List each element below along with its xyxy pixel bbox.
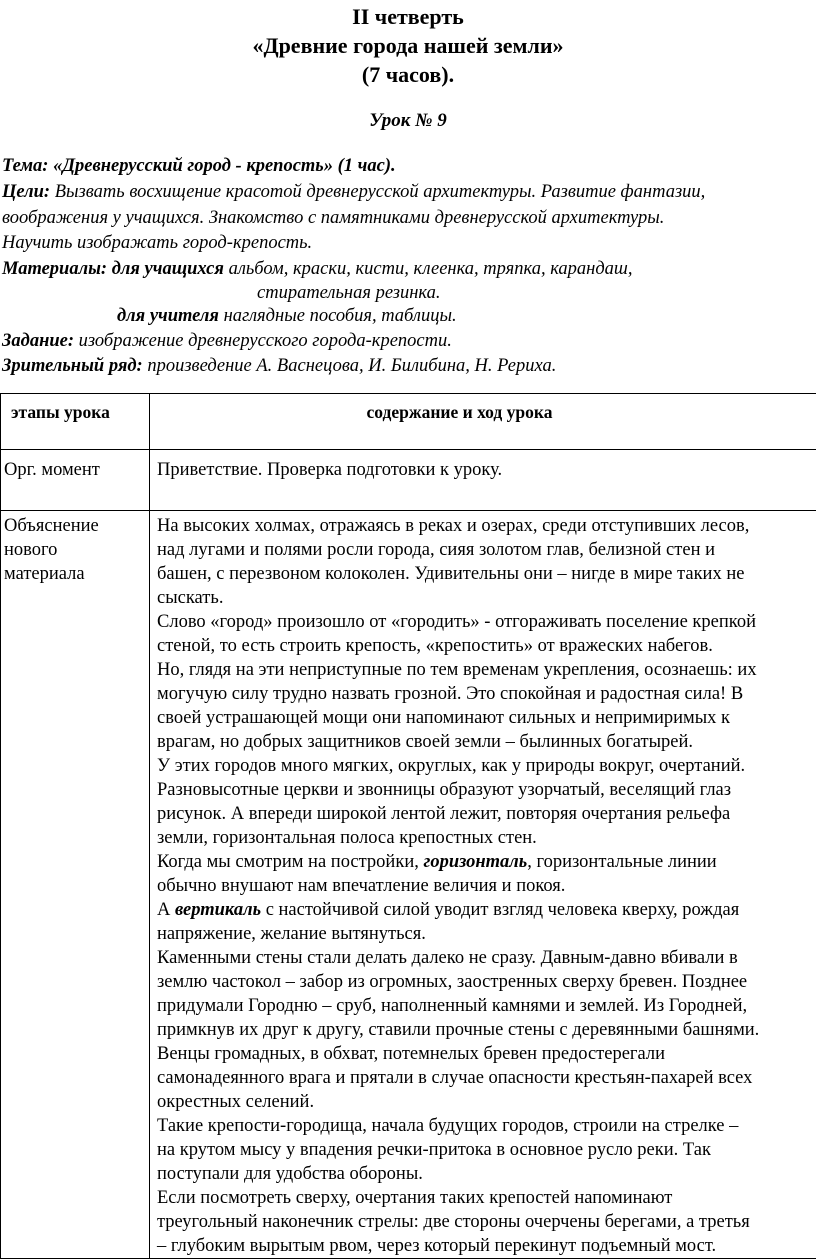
header-stages: этапы урока (1, 394, 150, 450)
text-line: своей устрашающей мощи они напоминают сильных и непримиримых к (157, 706, 816, 730)
topic-title: «Древние города нашей земли» (0, 31, 816, 60)
materials-line-1 (2, 257, 814, 281)
text-line (157, 898, 816, 922)
task-label: Задание: (2, 331, 74, 351)
text-line: Но, глядя на эти неприступные по тем временам укрепления, осознаешь: их (157, 658, 816, 682)
hours-title: (7 часов). (0, 60, 816, 89)
text-line: врагам, но добрых защитников своей земли – былинных богатырей. (157, 730, 816, 754)
text-line: на крутом мысу у впадения речки-притока в основное русло реки. Так (157, 1138, 816, 1162)
term-horizontal: горизонталь (423, 852, 527, 872)
teacher-label: для учителя (117, 306, 219, 326)
text-line: Венцы громадных, в обхват, потемнелых бревен предостерегали (157, 1042, 816, 1066)
stage-explanation (1, 511, 150, 1259)
text-line: – глубоким вырытым рвом, через который перекинут подъемный мост. (157, 1234, 816, 1258)
visual-label: Зрительный ряд: (2, 356, 143, 376)
task-line (2, 329, 814, 353)
text-line: поступали для удобства обороны. (157, 1162, 816, 1186)
visual-text: произведение А. Васнецова, И. Билибина, Н. Рериха. (143, 356, 557, 376)
goals-text-1: Вызвать восхищение красотой древнерусской архитектуры. Развитие фантазии, (50, 182, 705, 202)
text-fragment: Когда мы смотрим на постройки, (157, 852, 423, 872)
text-line: окрестных селений. (157, 1090, 816, 1114)
text-fragment: , горизонтальные линии (527, 852, 716, 872)
text-line: Такие крепости-городища, начала будущих городов, строили на стрелке – (157, 1114, 816, 1138)
content-org: Приветствие. Проверка подготовки к уроку. (150, 450, 816, 511)
text-line: напряжение, желание вытянуться. (157, 922, 816, 946)
text-line: над лугами и полями росли города, сияя золотом глав, белизной стен и (157, 538, 816, 562)
table-row (1, 450, 816, 511)
text-line: Каменными стены стали делать далеко не сразу. Давным-давно вбивали в (157, 946, 816, 970)
goals-line-2: воображения у учащихся. Знакомство с памятниками древнерусской архитектуры. (2, 206, 814, 230)
text-line: самонадеянного врага и прятали в случае опасности крестьян-пахарей всех (157, 1066, 816, 1090)
stage-line: Объяснение (4, 514, 149, 538)
text-line: треугольный наконечник стрелы: две стороны очерчены берегами, а третья (157, 1210, 816, 1234)
stage-line: нового (4, 538, 149, 562)
text-fragment: с настойчивой силой уводит взгляд человека кверху, рождая (261, 900, 739, 920)
goals-label: Цели: (2, 182, 50, 202)
materials-label: Материалы: для учащихся (2, 259, 224, 279)
teacher-line (117, 304, 457, 328)
table-header-row (1, 394, 816, 450)
text-line: землю частокол – забор из огромных, заостренных сверху бревен. Позднее (157, 970, 816, 994)
text-line: обычно внушают нам впечатление величия и покоя. (157, 874, 816, 898)
materials-line-2: стирательная резинка. (257, 281, 441, 305)
goals-line-3: Научить изображать город-крепость. (2, 231, 814, 255)
theme-text: «Древнерусский город - крепость» (1 час). (48, 156, 395, 176)
teacher-text: наглядные пособия, таблицы. (219, 306, 457, 326)
lesson-number: Урок № 9 (0, 108, 816, 134)
text-line: могучую силу трудно назвать грозной. Это спокойная и радостная сила! В (157, 682, 816, 706)
theme-line (2, 154, 814, 178)
stage-org: Орг. момент (1, 450, 150, 511)
text-line: На высоких холмах, отражаясь в реках и озерах, среди отступивших лесов, (157, 514, 816, 538)
text-line: рисунок. А впереди широкой лентой лежит, повторяя очертания рельефа (157, 802, 816, 826)
quarter-title: II четверть (0, 2, 816, 31)
lesson-table (0, 393, 816, 1259)
text-line: придумали Городню – сруб, наполненный камнями и землей. Из Городней, (157, 994, 816, 1018)
text-line: стеной, то есть строить крепость, «крепостить» от вражеских набегов. (157, 634, 816, 658)
goals-line-1 (2, 180, 814, 204)
text-line: сыскать. (157, 586, 816, 610)
text-line: Разновысотные церкви и звонницы образуют узорчатый, веселящий глаз (157, 778, 816, 802)
visual-line (2, 354, 814, 378)
materials-text-1: альбом, краски, кисти, клеенка, тряпка, карандаш, (224, 259, 633, 279)
content-explanation (150, 511, 816, 1259)
header-content: содержание и ход урока (150, 394, 816, 450)
task-text: изображение древнерусского города-крепости. (74, 331, 452, 351)
text-line: земли, горизонтальная полоса крепостных стен. (157, 826, 816, 850)
text-fragment: А (157, 900, 175, 920)
theme-label: Тема: (2, 156, 48, 176)
text-line: У этих городов много мягких, округлых, как у природы вокруг, очертаний. (157, 754, 816, 778)
text-line: Слово «город» произошло от «городить» - отгораживать поселение крепкой (157, 610, 816, 634)
stage-line: материала (4, 562, 149, 586)
text-line (157, 850, 816, 874)
table-row (1, 511, 816, 1259)
text-line: примкнув их друг к другу, ставили прочные стены с деревянными башнями. (157, 1018, 816, 1042)
term-vertical: вертикаль (175, 900, 261, 920)
text-line: Если посмотреть сверху, очертания таких крепостей напоминают (157, 1186, 816, 1210)
text-line: башен, с перезвоном колоколен. Удивительны они – нигде в мире таких не (157, 562, 816, 586)
